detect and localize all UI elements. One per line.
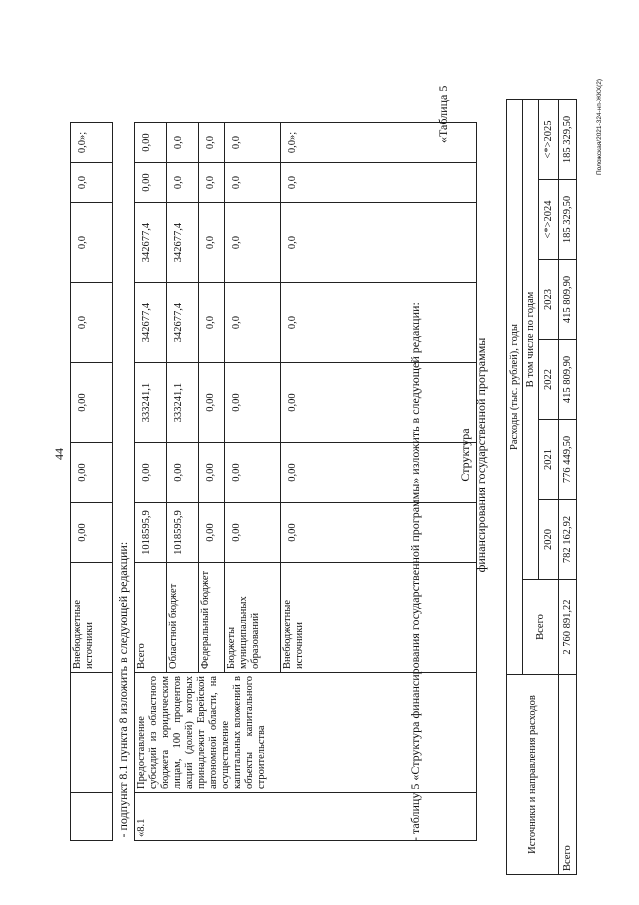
value-cell: 0,0 [281,203,477,283]
value-cell: 0,00 [225,503,281,563]
column-header: В том числе по годам [523,100,539,580]
value-cell: 0,00 [71,363,113,443]
source-label: Всего [135,563,167,673]
value-cell: 0,0 [225,203,281,283]
value-cell: 1018595,9 [135,503,167,563]
value-cell: 0,00 [71,443,113,503]
value-cell: 333241,1 [135,363,167,443]
value-cell: 0,00 [199,503,225,563]
column-header: Источники и направления расходов [507,675,559,875]
value-cell: 2 760 891,22 [559,580,577,675]
instruction-text: - таблицу 5 «Структура финансирования государственной программы» изложить в следующей редакции: [408,302,422,841]
value-cell: 782 162,92 [559,500,577,580]
value-cell: 0,00 [281,363,477,443]
instruction-row [113,123,135,841]
table-row-top [71,123,113,841]
year-header: 2021 [539,420,559,500]
year-header: <*>2024 [539,180,559,260]
page-number: 44 [52,448,66,460]
year-header: <*>2025 [539,100,559,180]
value-cell: 0,00 [135,123,167,163]
value-cell: 342677,4 [135,203,167,283]
value-cell: 0,00 [135,443,167,503]
instruction-text: - подпункт 8.1 пункта 8 изложить в следующей редакции: [113,123,135,841]
footer-code: Положская/2021-324-нп-ЖКХ(2) [596,78,603,175]
item-number: «8.1 [135,793,477,841]
value-cell: 185 329,50 [559,100,577,180]
value-cell: 0,00 [167,443,199,503]
value-cell: 0,00 [135,163,167,203]
source-label: Внебюджетные источники [71,563,113,673]
value-cell: 0,00 [281,443,477,503]
value-cell: 776 449,50 [559,420,577,500]
value-cell: 0,00 [281,503,477,563]
value-cell: 342677,4 [135,283,167,363]
year-header: 2020 [539,500,559,580]
value-cell: 185 329,50 [559,180,577,260]
value-cell: 0,0 [71,283,113,363]
source-label: Бюджеты муниципальных образований [225,563,281,673]
table-title: Структура [458,428,472,482]
value-cell: 0,00 [225,443,281,503]
row-label: Всего [559,675,577,875]
year-header: 2022 [539,340,559,420]
value-cell: 415 809,90 [559,260,577,340]
table-label: «Таблица 5 [436,85,450,143]
source-label: Внебюджетные источники [281,563,477,673]
table-row [135,123,167,841]
value-cell: 0,0 [71,163,113,203]
value-cell: 0,00 [71,503,113,563]
value-cell: 0,0 [281,163,477,203]
value-cell: 0,0 [281,283,477,363]
value-cell: 0,0 [167,163,199,203]
value-cell: 0,0 [225,163,281,203]
value-cell: 0,0 [199,163,225,203]
value-cell: 0,0»; [71,123,113,163]
source-label: Федеральный бюджет [199,563,225,673]
value-cell: 415 809,90 [559,340,577,420]
value-cell: 0,0 [71,203,113,283]
table-subtitle: финансирования государственной программы [474,337,488,573]
value-cell: 342677,4 [167,203,199,283]
financing-structure-table [506,99,577,875]
value-cell: 0,0 [167,123,199,163]
value-cell: 0,0 [225,283,281,363]
value-cell: 333241,1 [167,363,199,443]
value-cell: 0,0 [199,203,225,283]
value-cell: 0,0 [199,283,225,363]
table-row [559,100,577,875]
item-description: Предоставление субсидий из областного бюджета юридическим лицам, 100 процентов акций (долей) которых принадлежит Еврейской автономной области, на осуществление капитальных вложений в объекты капитального строительства [135,673,477,793]
year-header: 2023 [539,260,559,340]
column-header: Расходы (тыс. рублей), годы [507,100,523,675]
value-cell: 1018595,9 [167,503,199,563]
column-header: Всего [523,580,559,675]
value-cell: 0,0 [225,123,281,163]
value-cell: 0,00 [199,443,225,503]
value-cell: 0,0 [199,123,225,163]
value-cell: 0,0»; [281,123,477,163]
source-label: Областной бюджет [167,563,199,673]
value-cell: 0,00 [225,363,281,443]
value-cell: 342677,4 [167,283,199,363]
value-cell: 0,00 [199,363,225,443]
